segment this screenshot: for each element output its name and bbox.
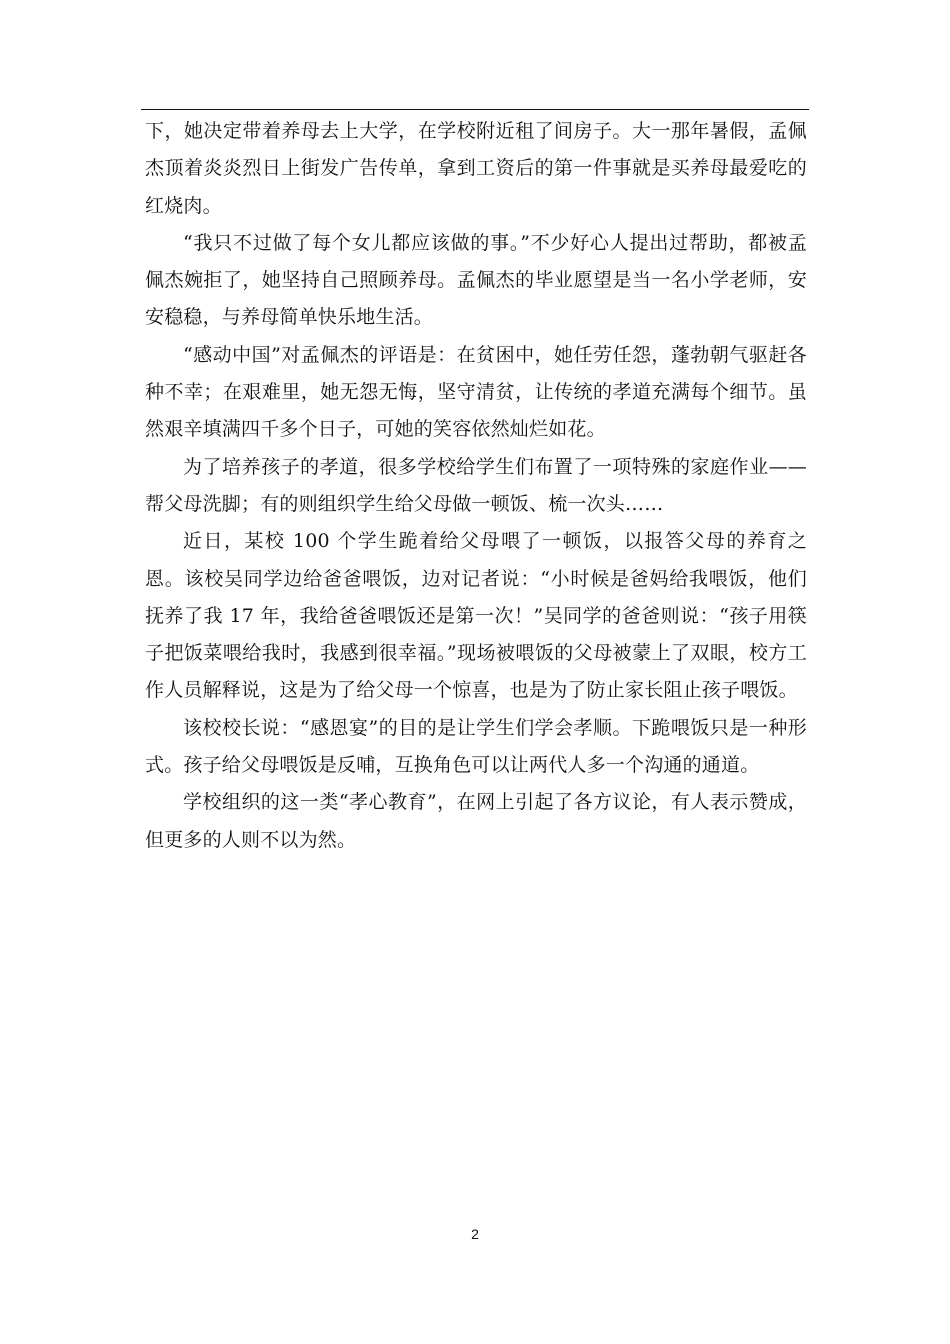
- page-number: 2: [471, 1226, 479, 1242]
- paragraph-7: 学校组织的这一类“孝心教育”，在网上引起了各方议论，有人表示赞成，但更多的人则不以为然。: [145, 791, 807, 851]
- paragraph-6: 该校校长说：“感恩宴”的目的是让学生们学会孝顺。下跪喂饭只是一种形式。孩子给父母喂饭是反哺，互换角色可以让两代人多一个沟通的通道。: [145, 716, 807, 777]
- paragraph-5: 近日，某校 100 个学生跪着给父母喂了一顿饭，以报答父母的养育之恩。该校吴同学边给爸爸喂饭，边对记者说：“小时候是爸妈给我喂饭，他们抚养了我 17 年，我给爸爸喂饭还是第一次！”吴同学的爸爸则说：“孩子用筷子把饭菜喂给我时，我感到很幸福。”现场被喂饭的父母被蒙上了双眼，校方工作人员解释说，这是为了给父母一个惊喜，也是为了防止家长阻止孩子喂饭。: [145, 530, 807, 702]
- paragraph-2: “我只不过做了每个女儿都应该做的事。”不少好心人提出过帮助，都被孟佩杰婉拒了，她坚持自己照顾养母。孟佩杰的毕业愿望是当一名小学老师，安安稳稳，与养母简单快乐地生活。: [145, 231, 807, 329]
- paragraph-1: 下，她决定带着养母去上大学，在学校附近租了间房子。大一那年暑假，孟佩杰顶着炎炎烈日上街发广告传单，拿到工资后的第一件事就是买养母最爱吃的红烧肉。: [145, 120, 807, 217]
- paragraph-3: “感动中国”对孟佩杰的评语是：在贫困中，她任劳任怨，蓬勃朝气驱赶各种不幸；在艰难里，她无怨无悔，坚守清贫，让传统的孝道充满每个细节。虽然艰辛填满四千多个日子，可她的笑容依然灿烂如花。: [145, 343, 807, 441]
- header-rule: [141, 109, 809, 110]
- body-text: [145, 113, 807, 859]
- paragraph-4: 为了培养孩子的孝道，很多学校给学生们布置了一项特殊的家庭作业——帮父母洗脚；有的则组织学生给父母做一顿饭、梳一次头……: [145, 455, 807, 515]
